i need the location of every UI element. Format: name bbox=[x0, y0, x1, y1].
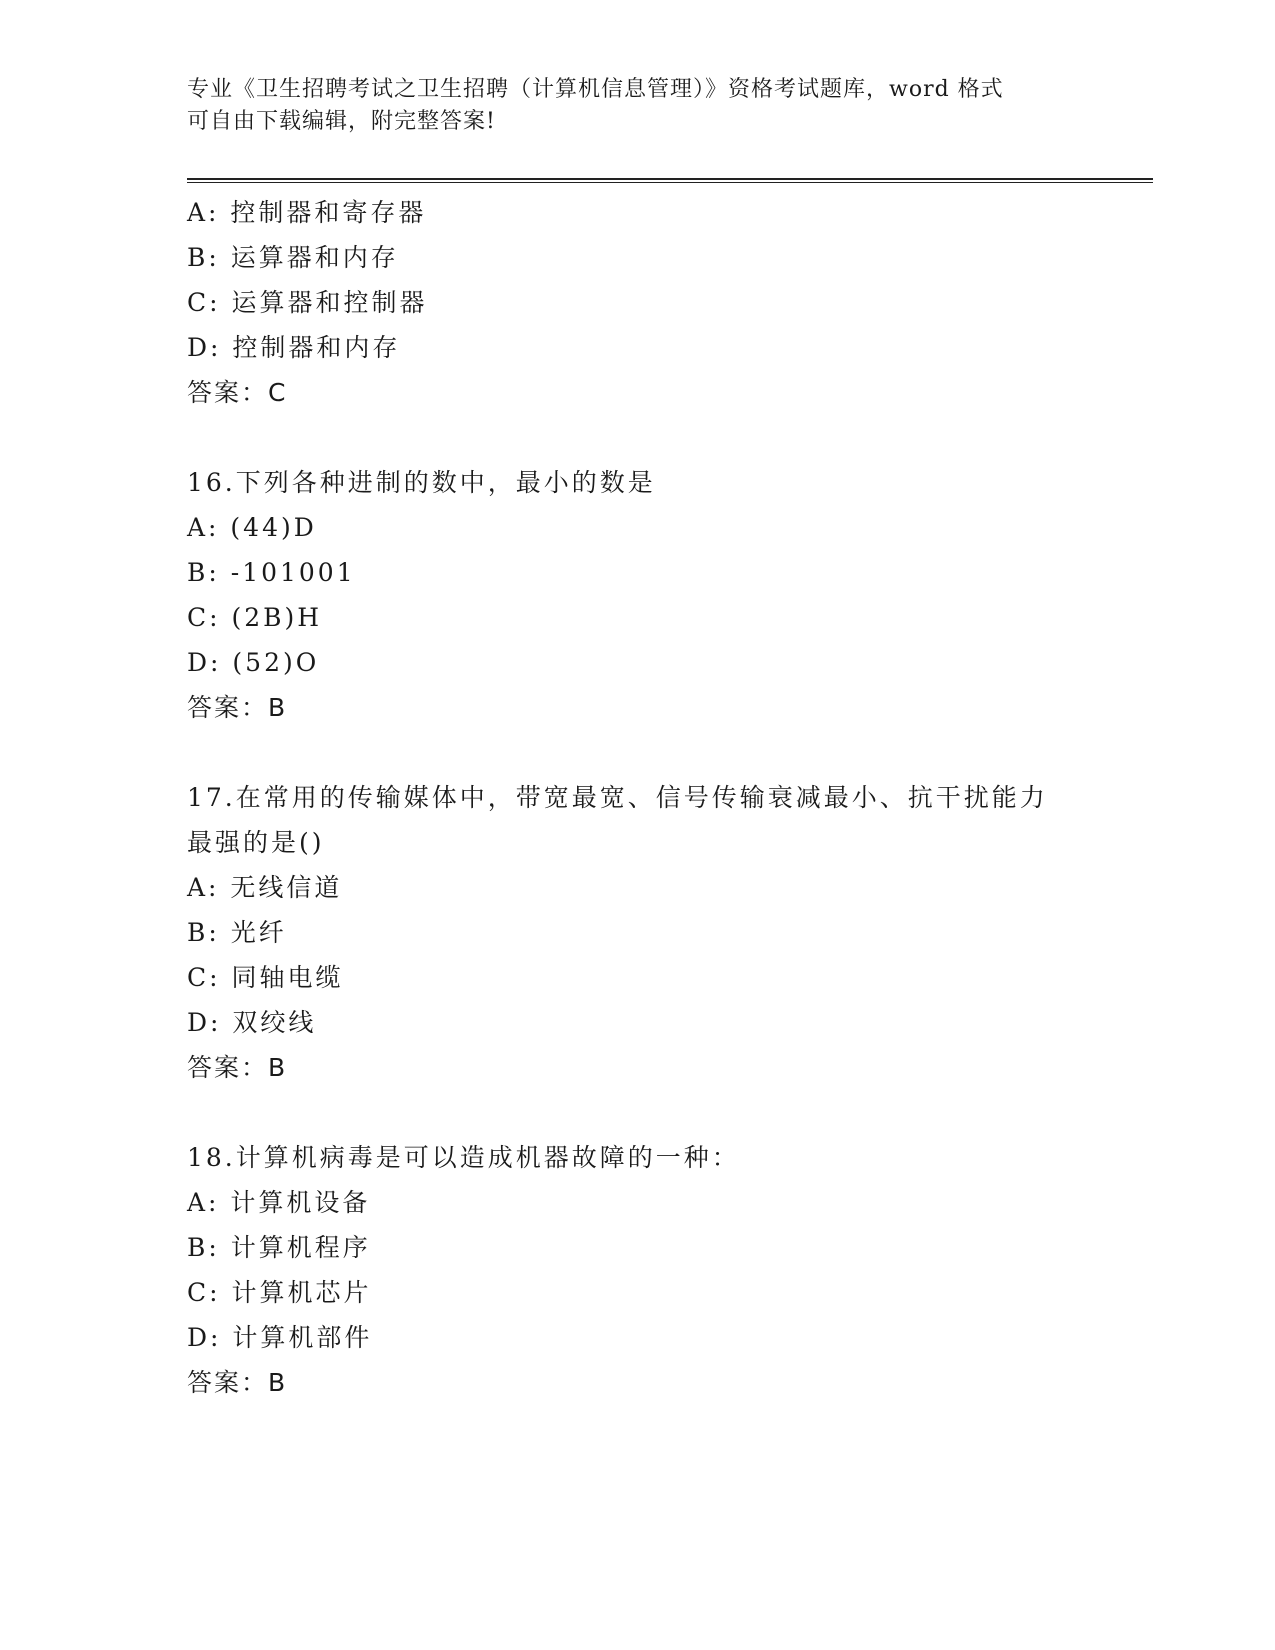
option-a: A: 控制器和寄存器 bbox=[187, 198, 427, 227]
header-line-2: 可自由下载编辑，附完整答案! bbox=[187, 109, 496, 134]
option-c: C: (2B)H bbox=[187, 603, 323, 632]
question-text: 18.计算机病毒是可以造成机器故障的一种： bbox=[187, 1143, 740, 1172]
option-a: A: 无线信道 bbox=[187, 873, 343, 902]
option-b: B: -101001 bbox=[187, 558, 356, 587]
option-c: C: 同轴电缆 bbox=[187, 963, 344, 992]
question-16 bbox=[187, 460, 1087, 730]
question-text: 16.下列各种进制的数中，最小的数是 bbox=[187, 468, 656, 497]
answer: 答案：B bbox=[187, 1368, 288, 1397]
answer: 答案：C bbox=[187, 378, 288, 407]
header-divider bbox=[187, 178, 1153, 183]
option-c: C: 运算器和控制器 bbox=[187, 288, 428, 317]
answer: 答案：B bbox=[187, 1053, 288, 1082]
question-18 bbox=[187, 1135, 1087, 1405]
question-15 bbox=[187, 190, 1087, 415]
option-c: C: 计算机芯片 bbox=[187, 1278, 372, 1307]
option-b: B: 运算器和内存 bbox=[187, 243, 399, 272]
answer: 答案：B bbox=[187, 693, 288, 722]
option-d: D: 双绞线 bbox=[187, 1008, 317, 1037]
option-a: A: (44)D bbox=[187, 513, 317, 542]
question-text-line-1: 17.在常用的传输媒体中，带宽最宽、信号传输衰减最小、抗干扰能力 bbox=[187, 783, 1048, 812]
question-text-line-2: 最强的是() bbox=[187, 828, 325, 857]
option-d: D: (52)O bbox=[187, 648, 320, 677]
option-b: B: 光纤 bbox=[187, 918, 287, 947]
question-17 bbox=[187, 775, 1087, 1090]
spacer bbox=[187, 730, 1087, 775]
option-b: B: 计算机程序 bbox=[187, 1233, 371, 1262]
question-list bbox=[187, 190, 1087, 1405]
header-line-1: 专业《卫生招聘考试之卫生招聘（计算机信息管理）》资格考试题库，word 格式 bbox=[187, 77, 1004, 102]
option-d: D: 控制器和内存 bbox=[187, 333, 401, 362]
spacer bbox=[187, 415, 1087, 460]
option-a: A: 计算机设备 bbox=[187, 1188, 371, 1217]
spacer bbox=[187, 1090, 1087, 1135]
option-d: D: 计算机部件 bbox=[187, 1323, 373, 1352]
document-header bbox=[187, 74, 1087, 138]
